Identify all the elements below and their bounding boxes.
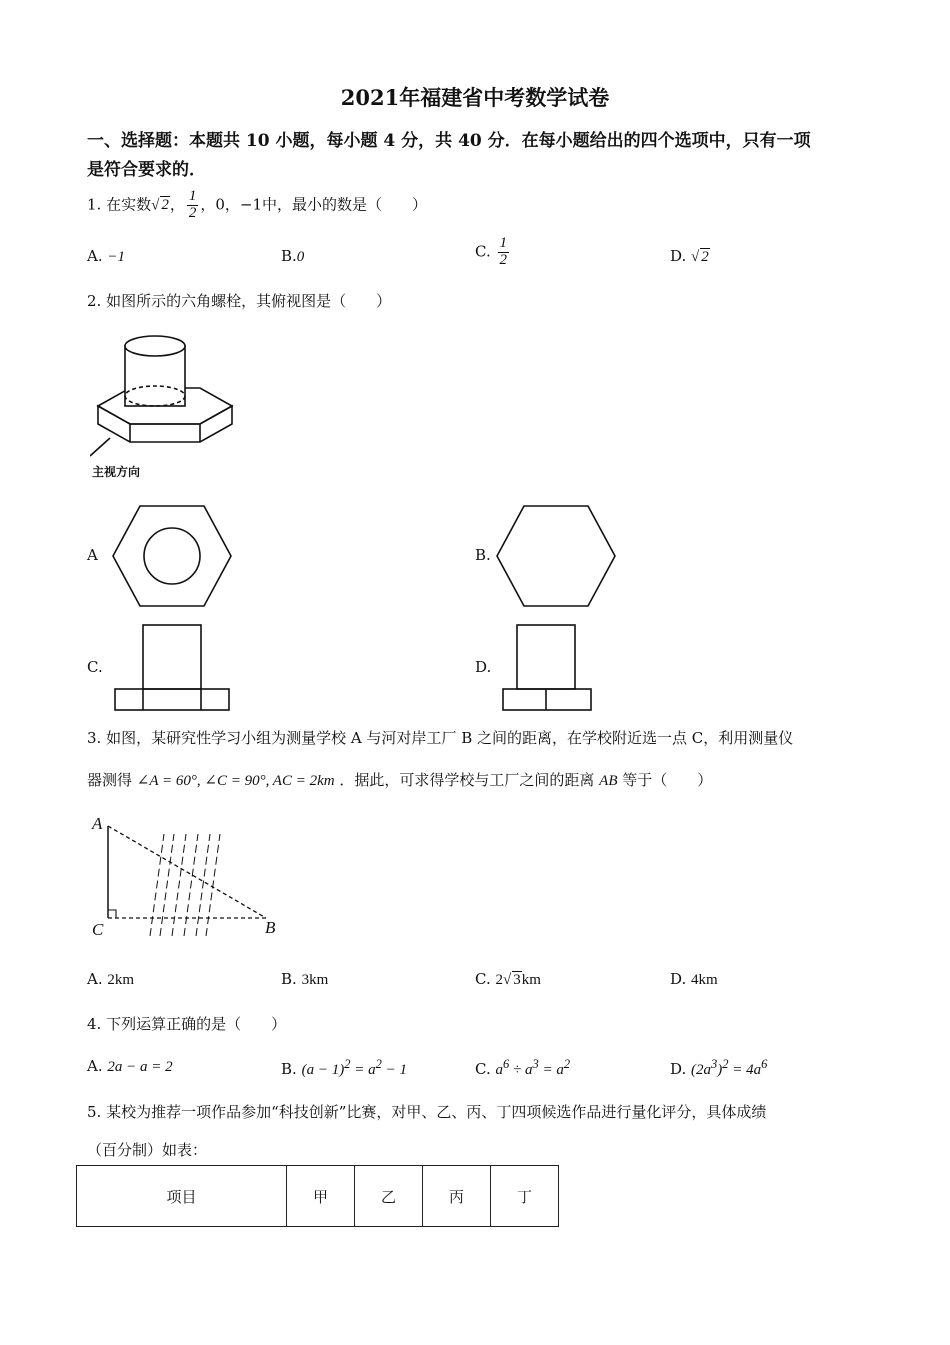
option-label: A.	[87, 247, 103, 265]
option-a	[87, 970, 134, 989]
exponent: 2	[375, 1057, 382, 1071]
question-4	[87, 1013, 286, 1034]
option-c	[475, 236, 511, 269]
option-label: B.	[281, 1060, 297, 1078]
option-c-label: C.	[87, 658, 103, 676]
math-expression: )	[717, 1062, 723, 1078]
question-text: 某校为推荐一项作品参加“科技创新”比赛，对甲、乙、丙、丁四项候选作品进行量化评分，具体成绩	[106, 1103, 767, 1121]
sqrt-expression: 2	[701, 249, 709, 265]
table-header-cell: 项目	[77, 1166, 287, 1227]
table-header-row	[77, 1166, 559, 1227]
front-view-two-part-figure	[500, 622, 594, 714]
score-table	[76, 1165, 559, 1227]
vertex-label-b: B	[265, 918, 276, 937]
math-expression: a	[495, 1062, 503, 1078]
option-c: C. 2√ 3km	[475, 970, 541, 988]
question-text: 如图，某研究性学习小组为测量学校 A 与河对岸工厂 B 之间的距离，在学校附近选一点 C，利用测量仪	[106, 729, 794, 747]
question-number: 3.	[87, 729, 102, 747]
table-header-cell: 丙	[423, 1166, 491, 1227]
option-b	[281, 970, 328, 989]
option-value: 3km	[301, 972, 329, 988]
option-d	[670, 1057, 767, 1079]
exponent: 2	[563, 1057, 571, 1071]
vertex-label-c: C	[92, 920, 104, 939]
question-text: 在实数	[106, 195, 152, 214]
table-header-cell: 甲	[287, 1166, 355, 1227]
sqrt-expression: 3	[513, 972, 521, 988]
math-expression: = 4a	[728, 1062, 762, 1078]
question-5-line1	[87, 1101, 766, 1122]
option-label: C.	[475, 1060, 491, 1078]
exponent: 6	[503, 1057, 510, 1071]
page-title: 2021年福建省中考数学试卷	[340, 85, 610, 110]
hexagon-figure	[494, 503, 618, 609]
option-c	[475, 1057, 570, 1079]
option-a	[87, 247, 125, 266]
fraction	[498, 236, 510, 269]
option-d-label: D.	[475, 658, 492, 676]
question-2	[87, 290, 391, 311]
option-value: 0	[296, 249, 305, 265]
option-label: C.	[475, 242, 491, 261]
question-text: ．据此，可求得学校与工厂之间的距离	[339, 771, 595, 789]
coefficient: 2	[495, 972, 503, 988]
math-expression: (a − 1)	[301, 1062, 345, 1078]
option-label: B.	[281, 970, 297, 988]
fraction-numerator: 1	[188, 188, 197, 204]
option-label: C.	[475, 970, 491, 988]
separator: ，	[169, 195, 185, 214]
option-label: D.	[670, 1060, 687, 1078]
question-text: 如图所示的六角螺栓，其俯视图是（ ）	[106, 292, 392, 310]
option-b	[281, 247, 304, 266]
option-b-label: B.	[475, 546, 491, 564]
exponent: 3	[711, 1057, 718, 1071]
question-number: 1.	[87, 195, 102, 214]
option-value: −1	[107, 249, 126, 265]
fraction-denominator: 2	[499, 251, 507, 268]
question-number: 2.	[87, 292, 102, 310]
option-a	[87, 1057, 173, 1076]
question-3-line2	[87, 769, 712, 790]
table-header-cell: 丁	[491, 1166, 559, 1227]
figure-caption: 主视方向	[92, 465, 141, 479]
table-header-cell: 乙	[355, 1166, 423, 1227]
question-text: 器测得	[87, 771, 133, 789]
question-3-line1	[87, 727, 793, 748]
exponent: 3	[532, 1057, 539, 1071]
math-expression: (2a	[691, 1062, 712, 1078]
option-label: D.	[670, 970, 687, 988]
math-expression: = a	[538, 1062, 564, 1078]
option-d: D. √ 2	[670, 247, 709, 265]
question-5-line2: （百分制）如表：	[87, 1141, 208, 1159]
option-a-label: A	[87, 546, 98, 564]
question-text: 等于（ ）	[622, 771, 713, 789]
exponent: 2	[722, 1057, 729, 1071]
option-value: 2km	[107, 972, 135, 988]
exponent: 2	[344, 1057, 351, 1071]
math-expression: ÷ a	[509, 1062, 533, 1078]
option-d	[670, 970, 718, 989]
unit: km	[521, 972, 541, 988]
option-label: B.	[281, 247, 297, 265]
fraction-denominator: 2	[188, 204, 197, 221]
question-1: 1. 在实数√ 2， $\frac{1}{2}$ ，0，−1中，最小的数是（ ）	[87, 188, 428, 221]
math-expression: − 1	[381, 1062, 407, 1078]
option-value: 4km	[691, 972, 718, 988]
hex-bolt-figure	[90, 328, 240, 458]
math-expression: AB	[599, 773, 618, 789]
fraction	[187, 189, 199, 222]
option-b	[281, 1057, 407, 1079]
river-triangle-figure	[88, 814, 288, 944]
math-expression: 2a − a = 2	[107, 1059, 173, 1075]
section-heading-line2: 是符合要求的．	[87, 160, 206, 180]
section-heading-line1: 一、选择题：本题共 10 小题，每小题 4 分，共 40 分．在每小题给出的四个选项中，只有一项	[87, 131, 811, 151]
front-view-three-part-figure	[112, 622, 232, 714]
question-number: 5.	[87, 1103, 102, 1121]
math-expression: = a	[350, 1062, 376, 1078]
option-label: A.	[87, 1057, 103, 1075]
question-text: 下列运算正确的是（ ）	[106, 1015, 287, 1033]
hexagon-with-circle-figure	[110, 503, 234, 609]
question-text: ，0，−1中，最小的数是（ ）	[200, 195, 428, 214]
vertex-label-a: A	[92, 814, 103, 833]
math-expression: ∠A = 60°, ∠C = 90°, AC = 2km	[136, 773, 335, 789]
option-label: A.	[87, 970, 103, 988]
question-number: 4.	[87, 1015, 102, 1033]
sqrt-expression: 2	[161, 197, 169, 214]
fraction-numerator: 1	[499, 235, 507, 251]
exponent: 6	[761, 1057, 768, 1071]
option-label: D.	[670, 247, 687, 265]
